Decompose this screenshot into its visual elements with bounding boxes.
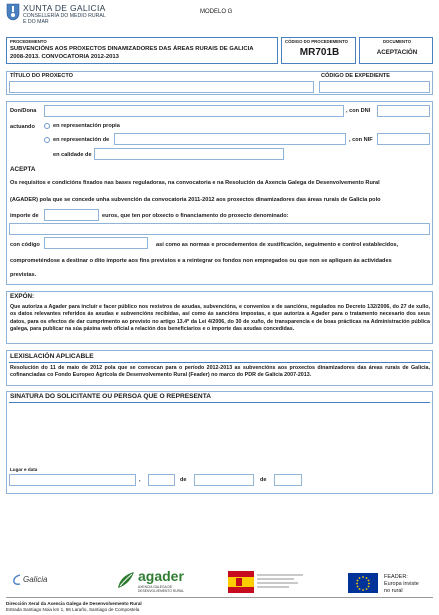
legislation-text: Resolución do 11 de maio de 2012 pola que se convocan para o período 2012-2013 as subvencións aos proxectos dinamizadores das áreas rurais de Galicia, cofinanciadas co Fondo Europeo Agrícola de Desenvolvemento Rural (Feader) no marco do PDR de Galicia 2007-2013. <box>10 365 430 379</box>
accepts-para2: (AGADER) pola que se concede unha subvención da convocatoria 2011-2012 aos proxectos dinamizadores das áreas rurais de Galicia polo <box>10 197 381 203</box>
amount-text: euros, que ten por obxecto o financiamento do proxecto denominado: <box>102 213 289 219</box>
galicia-logo-text: Galicia <box>23 575 48 584</box>
agader-logo <box>116 570 194 592</box>
org-name: XUNTA DE GALICIA <box>23 3 106 13</box>
project-name-field[interactable] <box>9 223 430 235</box>
feader-title: FEADER: <box>384 574 408 580</box>
address-line1: Dirección Xeral da Axencia Galega de Desenvolvemento Rural <box>6 601 142 606</box>
quality-field[interactable] <box>94 148 284 160</box>
model-label: MODELO G <box>200 9 233 15</box>
statement-text: Que autoriza a Agader para incluír e facer público nos rexistros de axudas, subvencións, e convenios e de sancións, regulados no Decreto 132/2006, do 27 de xullo, os datos relevantes referidos ás axudas e subvencións recibidas, así como ás sancións impostas, e que autoriza a Agader para o tratamento necesario dos seus datos, para os efectos de dar cumprimento ao previsto no artigo 13.4º da Lei 4/2006, do 30 de xuño, de transparencia e de boas prácticas na Administración pública galega, para publicar na súa páxina web oficial a relación dos beneficiarios e o importe das axudas concedidas. <box>10 304 430 332</box>
xunta-logo <box>6 3 20 21</box>
footer-rule <box>6 597 433 598</box>
project-title-label: TÍTULO DO PROXECTO <box>10 73 73 79</box>
date-comma: , <box>139 477 141 483</box>
galicia-logo <box>12 573 62 587</box>
spain-coat-of-arms-icon <box>228 571 254 593</box>
represented-field[interactable] <box>114 133 346 145</box>
procedure-line1: SUBVENCIÓNS AOS PROXECTOS DINAMIZADORES DAS ÁREAS RURAIS DE GALICIA <box>10 46 254 52</box>
code-field[interactable] <box>44 237 148 249</box>
file-code-field[interactable] <box>319 81 430 93</box>
name-field[interactable] <box>44 105 344 117</box>
place-field[interactable] <box>9 474 136 486</box>
month-field[interactable] <box>194 474 254 486</box>
quality-label: en calidade de <box>53 152 92 158</box>
procedure-label: PROCEDEMENTO <box>10 39 47 44</box>
amount-field[interactable] <box>44 209 99 221</box>
dept-line2: E DO MAR <box>23 19 49 25</box>
date-de-2: de <box>260 477 267 483</box>
address-line2: Estrada Santiago Noia km 1, 56 Laraño, Santiago de Compostela <box>6 607 140 612</box>
other-representation-radio[interactable] <box>44 137 50 143</box>
doc-value: ACEPTACIÓN <box>376 49 418 56</box>
feader-line1: Europa inviste <box>384 581 419 587</box>
agader-logo-text: agader <box>138 568 184 584</box>
statement-title: EXPÓN: <box>10 293 35 300</box>
dni-field[interactable] <box>377 105 430 117</box>
date-de-1: de <box>180 477 187 483</box>
nif-field[interactable] <box>377 133 430 145</box>
legislation-rule <box>9 362 430 363</box>
code-value: MR701B <box>299 47 340 58</box>
signature-rule <box>9 402 430 403</box>
feader-line2: no rural <box>384 588 403 594</box>
other-representation-label: en representación de <box>53 137 110 143</box>
procedure-line2: 2008-2013. CONVOCATORIA 2012-2013 <box>10 54 119 60</box>
own-representation-label: en representación propia <box>53 123 120 129</box>
year-field[interactable] <box>274 474 302 486</box>
project-title-field[interactable] <box>9 81 314 93</box>
ministry-logo <box>228 571 304 595</box>
signature-title: SINATURA DO SOLICITANTE OU PERSOA QUE O REPRESENTA <box>10 393 211 400</box>
code-label: CÓDIGO DO PROCEDEMENTO <box>285 39 348 44</box>
procedure-box <box>6 37 278 64</box>
eu-stars-icon <box>348 573 378 593</box>
place-date-label: Lugar e data <box>10 467 38 472</box>
agader-leaf-icon <box>116 570 136 590</box>
agader-sub2: DESENVOLVEMENTO RURAL <box>138 589 185 593</box>
eu-flag <box>348 573 378 593</box>
commit-text: comprometéndose a destinar o dito importe aos fins previstos e a reintegrar os fondos non empregados ou que non se apliquen ás actividades <box>10 258 392 264</box>
document-box <box>359 37 433 64</box>
agader-sub1: AXENCIA GALEGA DE <box>138 585 173 589</box>
doc-label: DOCUMENTO <box>382 39 412 44</box>
code-label: con código <box>10 242 40 248</box>
nif-label: , con NIF <box>349 137 373 143</box>
acting-label: actuando <box>10 124 35 130</box>
legislation-title: LEXISLACIÓN APLICABLE <box>10 353 94 360</box>
accepts-title: ACEPTA <box>10 166 36 173</box>
xunta-shield-icon <box>6 3 20 21</box>
code-text: así como as normas e procedementos de xustificación, seguimento e control establecidos, <box>156 242 399 248</box>
day-field[interactable] <box>148 474 175 486</box>
dept-line1: CONSELLERÍA DO MEDIO RURAL <box>23 13 106 19</box>
don-label: Don/Dona <box>10 108 37 114</box>
galicia-swoosh-icon <box>12 574 22 586</box>
own-representation-radio[interactable] <box>44 123 50 129</box>
commit-end: previstas. <box>10 272 37 278</box>
amount-label: importe de <box>10 213 39 219</box>
procedure-code-box <box>281 37 356 64</box>
file-code-label: CÓDIGO DE EXPEDIENTE <box>321 73 391 79</box>
accepts-para1: Os requisitos e condicións fixados nas bases reguladoras, na convocatoria e na Resolución da Axencia Galega de Desenvolvemento Rural <box>10 180 380 186</box>
ministry-text-block <box>257 574 303 591</box>
dni-label: , con DNI <box>346 108 371 114</box>
